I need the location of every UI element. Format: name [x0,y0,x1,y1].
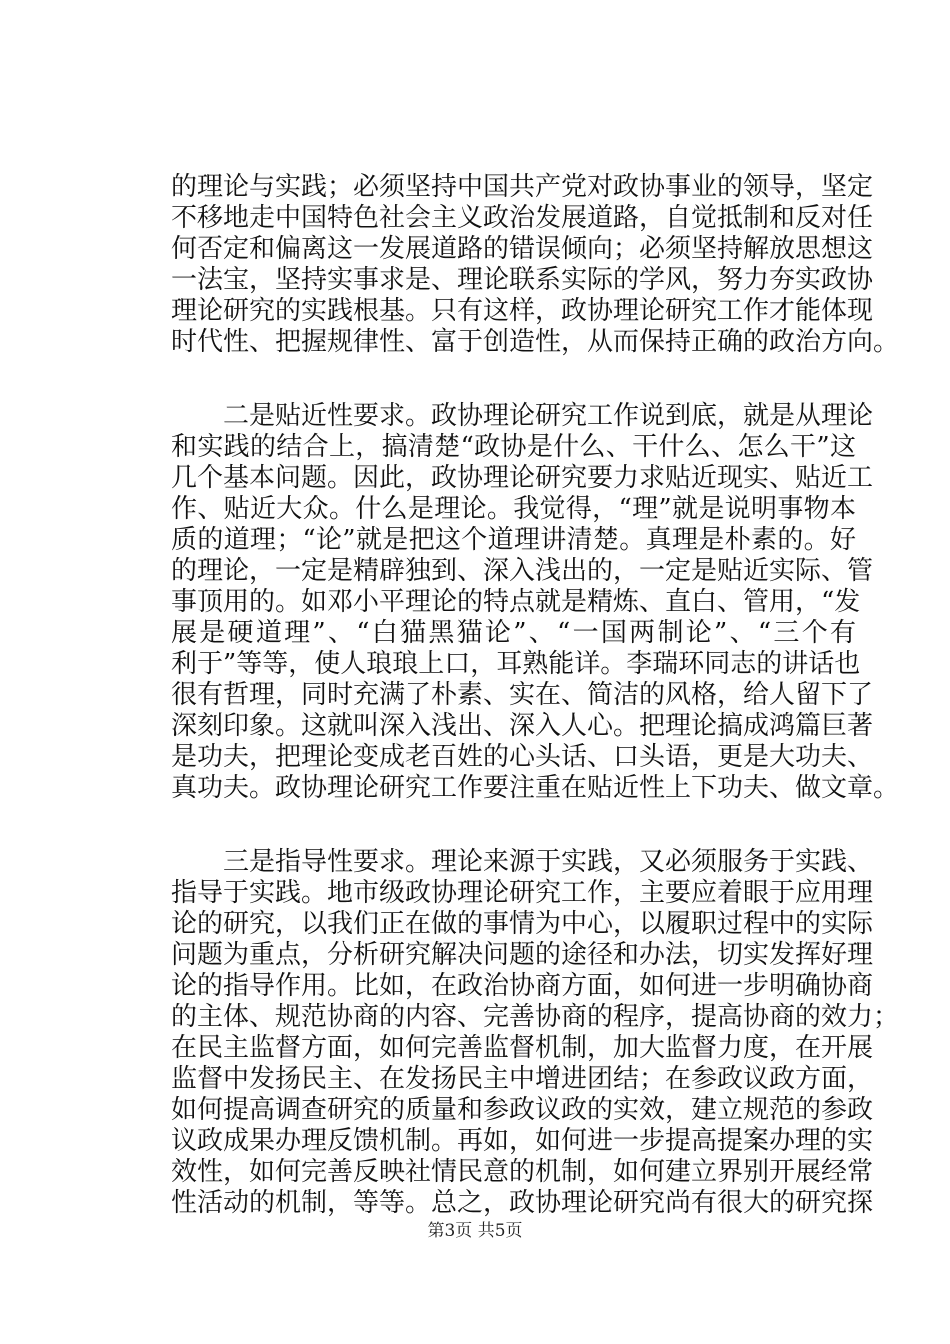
text-line: 在民主监督方面，如何完善监督机制，加大监督力度，在开展 [171,1033,874,1063]
text-line: 二是贴近性要求。政协理论研究工作说到底，就是从理论 [171,401,874,431]
paragraph-1 [171,172,900,358]
text-line: 不移地走中国特色社会主义政治发展道路，自觉抵制和反对任 [171,203,874,233]
document-body [171,172,900,1219]
text-line: 和实践的结合上，搞清楚“政协是什么、干什么、怎么干”这 [171,432,856,462]
text-line: 作、贴近大众。什么是理论。我觉得，“理”就是说明事物本 [171,494,856,524]
text-line: 利于”等等，使人琅琅上口，耳熟能详。李瑞环同志的讲话也 [171,649,861,679]
paragraph-2 [171,401,900,804]
text-line: 的理论与实践；必须坚持中国共产党对政协事业的领导，坚定 [171,172,874,202]
text-line: 议政成果办理反馈机制。再如，如何进一步提高提案办理的实 [171,1126,874,1156]
paragraph-gap [171,804,856,847]
text-line: 一法宝，坚持实事求是、理论联系实际的学风，努力夯实政协 [171,265,874,295]
text-line: 如何提高调查研究的质量和参政议政的实效，建立规范的参政 [171,1095,874,1125]
text-line: 的理论，一定是精辟独到、深入浅出的，一定是贴近实际、管 [171,556,874,586]
text-line: 很有哲理，同时充满了朴素、实在、简洁的风格，给人留下了 [171,680,874,710]
text-line: 质的道理；“论”就是把这个道理讲清楚。真理是朴素的。好 [171,525,856,555]
text-line: 三是指导性要求。理论来源于实践，又必须服务于实践、 [171,847,874,877]
page-number: 第3页 共5页 [427,1221,523,1241]
text-line: 问题为重点，分析研究解决问题的途径和办法，切实发挥好理 [171,940,874,970]
paragraph-3 [171,847,900,1219]
text-line: 几个基本问题。因此，政协理论研究要力求贴近现实、贴近工 [171,463,874,493]
text-line: 论的研究，以我们正在做的事情为中心，以履职过程中的实际 [171,909,874,939]
text-line: 监督中发扬民主、在发扬民主中增进团结；在参政议政方面， [171,1064,874,1094]
text-line: 指导于实践。地市级政协理论研究工作，主要应着眼于应用理 [171,878,874,908]
text-line: 效性，如何完善反映社情民意的机制，如何建立界别开展经常 [171,1157,874,1187]
text-line: 理论研究的实践根基。只有这样，政协理论研究工作才能体现 [171,296,874,326]
text-line: 何否定和偏离这一发展道路的错误倾向；必须坚持解放思想这 [171,234,874,264]
paragraph-gap [171,358,856,401]
text-line: 是功夫，把理论变成老百姓的心头话、口头语，更是大功夫、 [171,742,874,772]
text-line: 论的指导作用。比如，在政治协商方面，如何进一步明确协商 [171,971,874,1001]
text-line: 的主体、规范协商的内容、完善协商的程序，提高协商的效力； [171,1002,900,1032]
text-line: 事顶用的。如邓小平理论的特点就是精炼、直白、管用，“发 [171,587,861,617]
text-line: 真功夫。政协理论研究工作要注重在贴近性上下功夫、做文章。 [171,773,900,803]
text-line: 展是硬道理”、“白猫黑猫论”、“一国两制论”、“三个有 [171,618,856,648]
text-line: 深刻印象。这就叫深入浅出、深入人心。把理论搞成鸿篇巨著 [171,711,874,741]
text-line: 时代性、把握规律性、富于创造性，从而保持正确的政治方向。 [171,327,900,357]
text-line: 性活动的机制，等等。总之，政协理论研究尚有很大的研究探 [171,1188,874,1218]
